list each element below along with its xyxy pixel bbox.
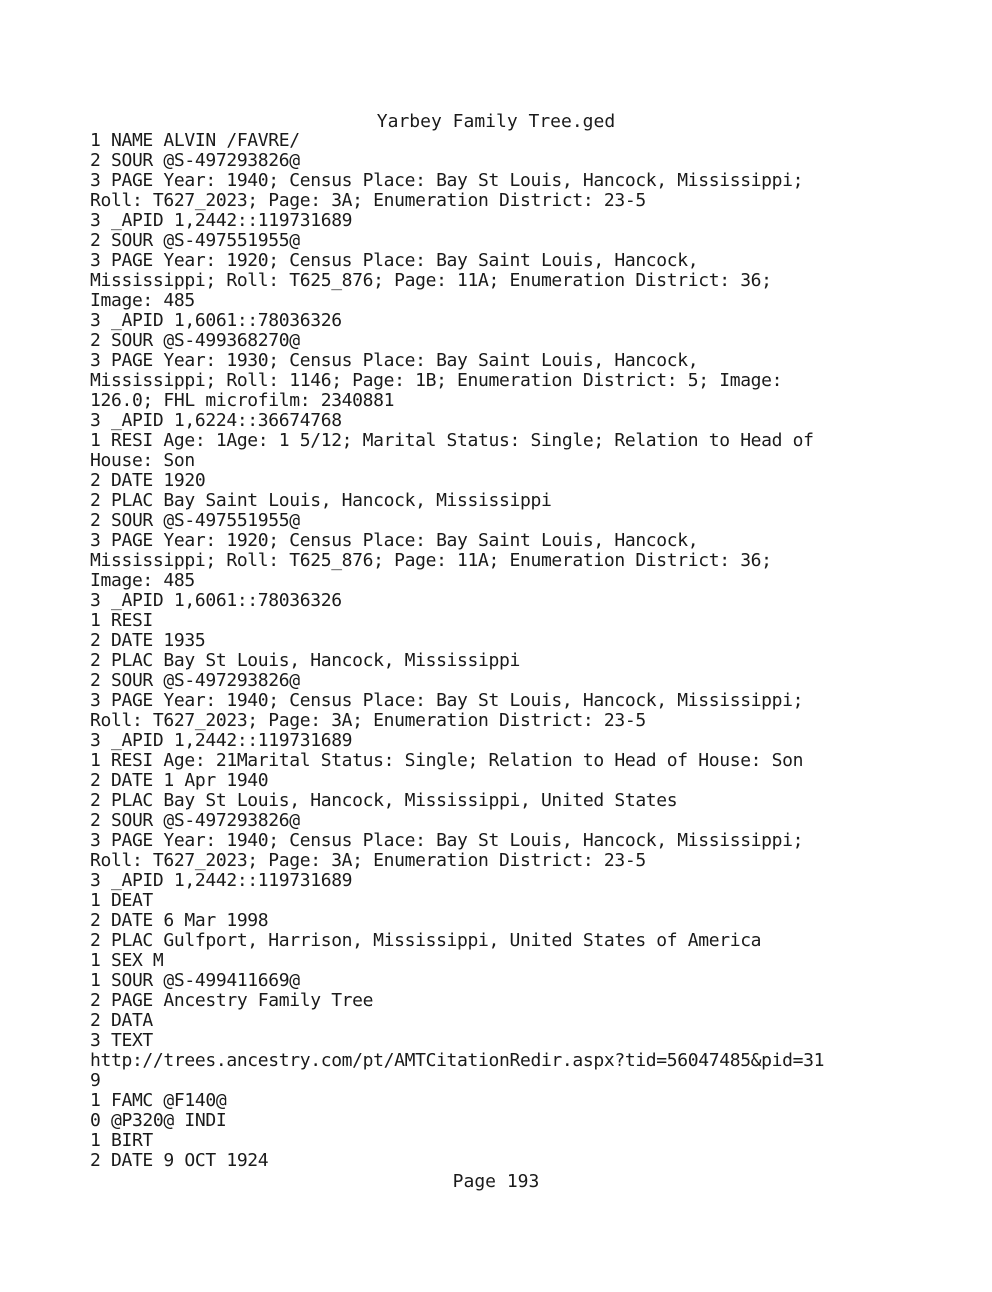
gedcom-line: Mississippi; Roll: T625_876; Page: 11A; Enumeration District: 36; <box>90 270 772 291</box>
gedcom-line: 2 DATE 1935 <box>90 630 206 651</box>
gedcom-line: 1 RESI Age: 1Age: 1 5/12; Marital Status: Single; Relation to Head of <box>90 430 814 451</box>
gedcom-line: 2 DATE 9 OCT 1924 <box>90 1150 269 1171</box>
gedcom-line: 1 DEAT <box>90 890 153 911</box>
gedcom-line: 9 <box>90 1070 101 1091</box>
gedcom-line: 1 RESI Age: 21Marital Status: Single; Relation to Head of House: Son <box>90 750 804 771</box>
gedcom-line: 3 TEXT <box>90 1030 153 1051</box>
gedcom-line: Mississippi; Roll: 1146; Page: 1B; Enumeration District: 5; Image: <box>90 370 783 391</box>
gedcom-line: 3 PAGE Year: 1940; Census Place: Bay St Louis, Hancock, Mississippi; <box>90 690 804 711</box>
gedcom-line: 3 PAGE Year: 1940; Census Place: Bay St Louis, Hancock, Mississippi; <box>90 170 804 191</box>
gedcom-line: 2 SOUR @S-497551955@ <box>90 230 300 251</box>
gedcom-line: 1 FAMC @F140@ <box>90 1090 227 1111</box>
gedcom-line: 1 BIRT <box>90 1130 153 1151</box>
gedcom-line: 3 _APID 1,2442::119731689 <box>90 870 353 891</box>
gedcom-line: 126.0; FHL microfilm: 2340881 <box>90 390 395 411</box>
gedcom-line: 1 RESI <box>90 610 153 631</box>
gedcom-line: 3 _APID 1,6224::36674768 <box>90 410 342 431</box>
gedcom-line: 3 _APID 1,2442::119731689 <box>90 730 353 751</box>
gedcom-line: Roll: T627_2023; Page: 3A; Enumeration District: 23-5 <box>90 850 646 871</box>
gedcom-line: Mississippi; Roll: T625_876; Page: 11A; Enumeration District: 36; <box>90 550 772 571</box>
page-number: Page 193 <box>452 1171 540 1192</box>
gedcom-record-body <box>90 131 970 1171</box>
gedcom-line: 0 @P320@ INDI <box>90 1110 227 1131</box>
gedcom-line: 2 DATA <box>90 1010 153 1031</box>
gedcom-line: Roll: T627_2023; Page: 3A; Enumeration District: 23-5 <box>90 190 646 211</box>
gedcom-line: Image: 485 <box>90 290 195 311</box>
gedcom-line: 2 DATE 1 Apr 1940 <box>90 770 269 791</box>
gedcom-line: 3 _APID 1,6061::78036326 <box>90 590 342 611</box>
gedcom-line: 3 PAGE Year: 1930; Census Place: Bay Saint Louis, Hancock, <box>90 350 699 371</box>
document-title: Yarbey Family Tree.ged <box>376 111 616 132</box>
gedcom-line: House: Son <box>90 450 195 471</box>
gedcom-line: 2 SOUR @S-497293826@ <box>90 810 300 831</box>
gedcom-line: 3 PAGE Year: 1940; Census Place: Bay St Louis, Hancock, Mississippi; <box>90 830 804 851</box>
gedcom-line: 1 SEX M <box>90 950 164 971</box>
gedcom-line: 1 SOUR @S-499411669@ <box>90 970 300 991</box>
gedcom-line: 2 DATE 6 Mar 1998 <box>90 910 269 931</box>
gedcom-line: 2 PLAC Bay St Louis, Hancock, Mississippi <box>90 650 520 671</box>
gedcom-line: 2 PLAC Gulfport, Harrison, Mississippi, United States of America <box>90 930 762 951</box>
gedcom-line: 2 PAGE Ancestry Family Tree <box>90 990 374 1011</box>
gedcom-line: 2 PLAC Bay St Louis, Hancock, Mississippi, United States <box>90 790 678 811</box>
gedcom-line: 2 SOUR @S-499368270@ <box>90 330 300 351</box>
gedcom-line: 2 SOUR @S-497551955@ <box>90 510 300 531</box>
gedcom-line: Image: 485 <box>90 570 195 591</box>
gedcom-line: 1 NAME ALVIN /FAVRE/ <box>90 130 300 151</box>
gedcom-line: 3 _APID 1,2442::119731689 <box>90 210 353 231</box>
gedcom-line: 2 SOUR @S-497293826@ <box>90 150 300 171</box>
gedcom-line: 3 PAGE Year: 1920; Census Place: Bay Saint Louis, Hancock, <box>90 250 699 271</box>
gedcom-line: 2 PLAC Bay Saint Louis, Hancock, Mississippi <box>90 490 552 511</box>
gedcom-line: 2 SOUR @S-497293826@ <box>90 670 300 691</box>
gedcom-line: http://trees.ancestry.com/pt/AMTCitationRedir.aspx?tid=56047485&pid=31 <box>90 1050 825 1071</box>
gedcom-line: Roll: T627_2023; Page: 3A; Enumeration District: 23-5 <box>90 710 646 731</box>
gedcom-line: 3 PAGE Year: 1920; Census Place: Bay Saint Louis, Hancock, <box>90 530 699 551</box>
gedcom-line: 2 DATE 1920 <box>90 470 206 491</box>
gedcom-line: 3 _APID 1,6061::78036326 <box>90 310 342 331</box>
